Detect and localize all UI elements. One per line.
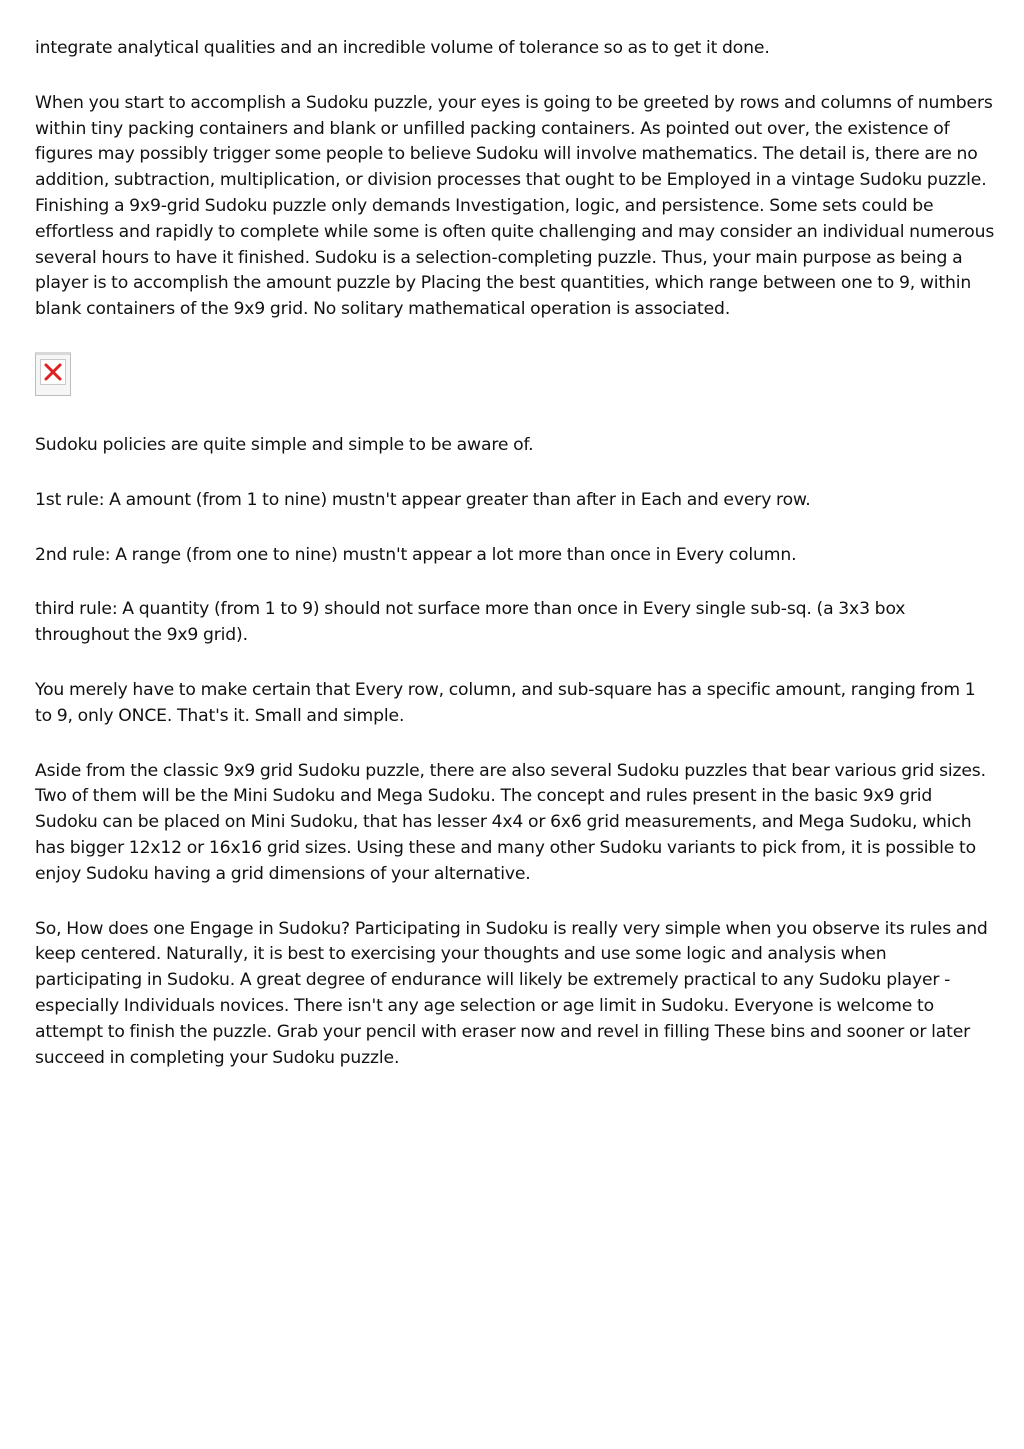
- paragraph-sudoku-overview: When you start to accomplish a Sudoku puzzle, your eyes is going to be greeted by rows and columns of numbers within tiny packing containers and blank or unfilled packing containers. As pointed out over, the existence of figures may possibly trigger some people to believe Sudoku will involve mathematics. The detail is, there are no addition, subtraction, multiplication, or division processes that ought to be Employed in a vintage Sudoku puzzle. Finishing a 9x9-grid Sudoku puzzle only demands Investigation, logic, and persistence. Some sets could be effortless and rapidly to complete while some is often quite challenging and may consider an individual numerous several hours to have it finished. Sudoku is a selection-completing puzzle. Thus, your main purpose as being a player is to accomplish the amount puzzle by Placing the best quantities, which range between one to 9, within blank containers of the 9x9 grid. No solitary mathematical operation is associated.: [35, 92, 995, 320]
- paragraph-how-to-play: So, How does one Engage in Sudoku? Participating in Sudoku is really very simple when you observe its rules and keep centered. Naturally, it is best to exercising your thoughts and use some logic and analysis when participating in Sudoku. A great degree of endurance will likely be extremely practical to any Sudoku player - especially Individuals novices. There isn't any age selection or age limit in Sudoku. Everyone is welcome to attempt to finish the puzzle. Grab your pencil with eraser now and revel in filling These bins and sooner or later succeed in completing your Sudoku puzzle.: [35, 918, 988, 1068]
- paragraph-intro-fragment: integrate analytical qualities and an incredible volume of tolerance so as to get it done.: [35, 38, 770, 58]
- broken-image: [35, 352, 71, 396]
- paragraph-rule-1: 1st rule: A amount (from 1 to nine) mustn't appear greater than after in Each and every row.: [35, 489, 811, 510]
- paragraph-variants: Aside from the classic 9x9 grid Sudoku puzzle, there are also several Sudoku puzzles that bear various grid sizes. Two of them will be the Mini Sudoku and Mega Sudoku. The concept and rules present in the basic 9x9 grid Sudoku can be placed on Mini Sudoku, that has lesser 4x4 or 6x6 grid measurements, and Mega Sudoku, which has bigger 12x12 or 16x16 grid sizes. Using these and many other Sudoku variants to pick from, it is possible to enjoy Sudoku having a grid dimensions of your alternative.: [35, 760, 986, 884]
- broken-image-icon: [40, 359, 66, 385]
- document-body: [35, 36, 995, 1100]
- paragraph-policies-intro: Sudoku policies are quite simple and simple to be aware of.: [35, 434, 534, 455]
- paragraph-rules-summary: You merely have to make certain that Every row, column, and sub-square has a specific amount, ranging from 1 to 9, only ONCE. That's it. Small and simple.: [35, 679, 976, 726]
- paragraph-rule-3: third rule: A quantity (from 1 to 9) should not surface more than once in Every single sub-sq. (a 3x3 box throughout the 9x9 grid).: [35, 599, 906, 646]
- paragraph-rule-2: 2nd rule: A range (from one to nine) mustn't appear a lot more than once in Every column.: [35, 544, 797, 565]
